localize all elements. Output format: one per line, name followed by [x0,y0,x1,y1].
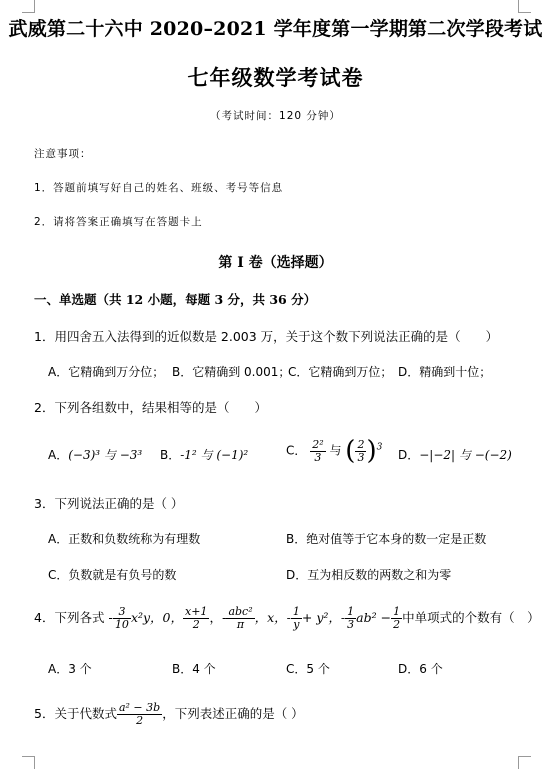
question-2-stem: 2．下列各组数中，结果相等的是（ ） [34,400,267,415]
question-3-option-a: A．正数和负数统称为有理数 [48,532,201,546]
fraction: $\frac{1}{3}$ [347,605,355,631]
question-1-option-c: C．它精确到万位； [288,365,393,379]
fraction: $\frac{\text{a² − 3b}}{2}$ [118,701,161,727]
question-2-option-d [398,446,512,463]
page-corner-mark [22,0,35,13]
fraction: $\frac{x+1}{2}$ [185,605,208,631]
notes-heading: 注意事项： [34,148,92,160]
option-expression: (−3)³ 与 −3³ [68,448,143,462]
question-4-option-c: C．5 个 [286,662,330,676]
page-corner-mark [22,756,35,769]
fraction: $\frac{3}{10}$ [114,605,129,631]
question-1-option-d: D．精确到十位； [398,365,492,379]
option-label: A． [48,448,69,462]
question-3-option-c: C．负数就是有负号的数 [48,568,177,582]
exponent: 3 [376,442,383,453]
question-3-stem: 3．下列说法正确的是（ ） [34,496,184,511]
conjunction: 与 [325,443,346,458]
question-3-option-b: B．绝对值等于它本身的数一定是正数 [286,532,487,546]
part-heading: 一、单选题（共 12 小题，每题 3 分，共 36 分） [34,292,317,307]
option-label: B． [160,448,181,462]
question-2-option-a [48,446,142,463]
option-expression: −|−2| 与 −(−2) [419,448,512,462]
fraction: $\frac{\text{abc²}}{\pi}$ [228,605,253,631]
question-3-option-d: D．互为相反数的两数之和为零 [286,568,452,582]
note-item: 2．请将答案正确填写在答题卡上 [34,216,203,228]
exam-title: 武威第二十六中 2020–2021 学年度第一学期第二次学段考试 [8,18,543,40]
fraction: $\frac{\text{2²}}{3}$ [312,437,324,464]
fraction: $\frac{2}{3}$ [357,437,365,464]
question-2-option-c: C． $\frac{\text{2²}}{3}$ 与 ( $\frac{2}{3}$ )$^3$ [286,436,383,466]
fraction: $\frac{1}{y}$ [292,605,300,631]
question-5-stem: 5．关于代数式 $\frac{\text{a² − 3b}}{2}$ ，下列表述正确的是（ ） [34,701,304,727]
question-4-option-d: D．6 个 [398,662,443,676]
exam-time: （考试时间：120 分钟） [210,110,341,122]
question-1-stem: 1．用四舍五入法得到的近似数是 2.003 万，关于这个数下列说法正确的是（ ） [34,329,499,344]
section-title: 第 I 卷（选择题） [218,255,333,271]
question-4-option-b: B．4 个 [172,662,216,676]
question-1-option-b: B．它精确到 0.001； [172,365,291,379]
note-item: 1．答题前填写好自己的姓名、班级、考号等信息 [34,182,284,194]
question-1-option-a: A．它精确到万分位； [48,365,165,379]
option-label: D． [398,448,420,462]
fraction: $\frac{1}{2}$ [393,605,401,631]
page-corner-mark [518,0,531,13]
exam-subtitle: 七年级数学考试卷 [187,65,364,90]
option-expression: -1² 与 (−1)² [180,448,249,462]
page-corner-mark [518,756,531,769]
option-label: C． [286,443,307,458]
question-4-option-a: A．3 个 [48,662,92,676]
question-4-stem: 4．下列各式 - $\frac{3}{10}$ x²y，0， $\frac{x+1}{2}$ ，- $\frac{\text{abc²}}{\pi}$ ，x，- $\frac{1}{y}$ + y²，- $\frac{1}{3}$ ab² − $\frac{1}{2}$ 中单项式的个数有（ ） [34,605,540,631]
question-2-option-b [160,446,248,463]
